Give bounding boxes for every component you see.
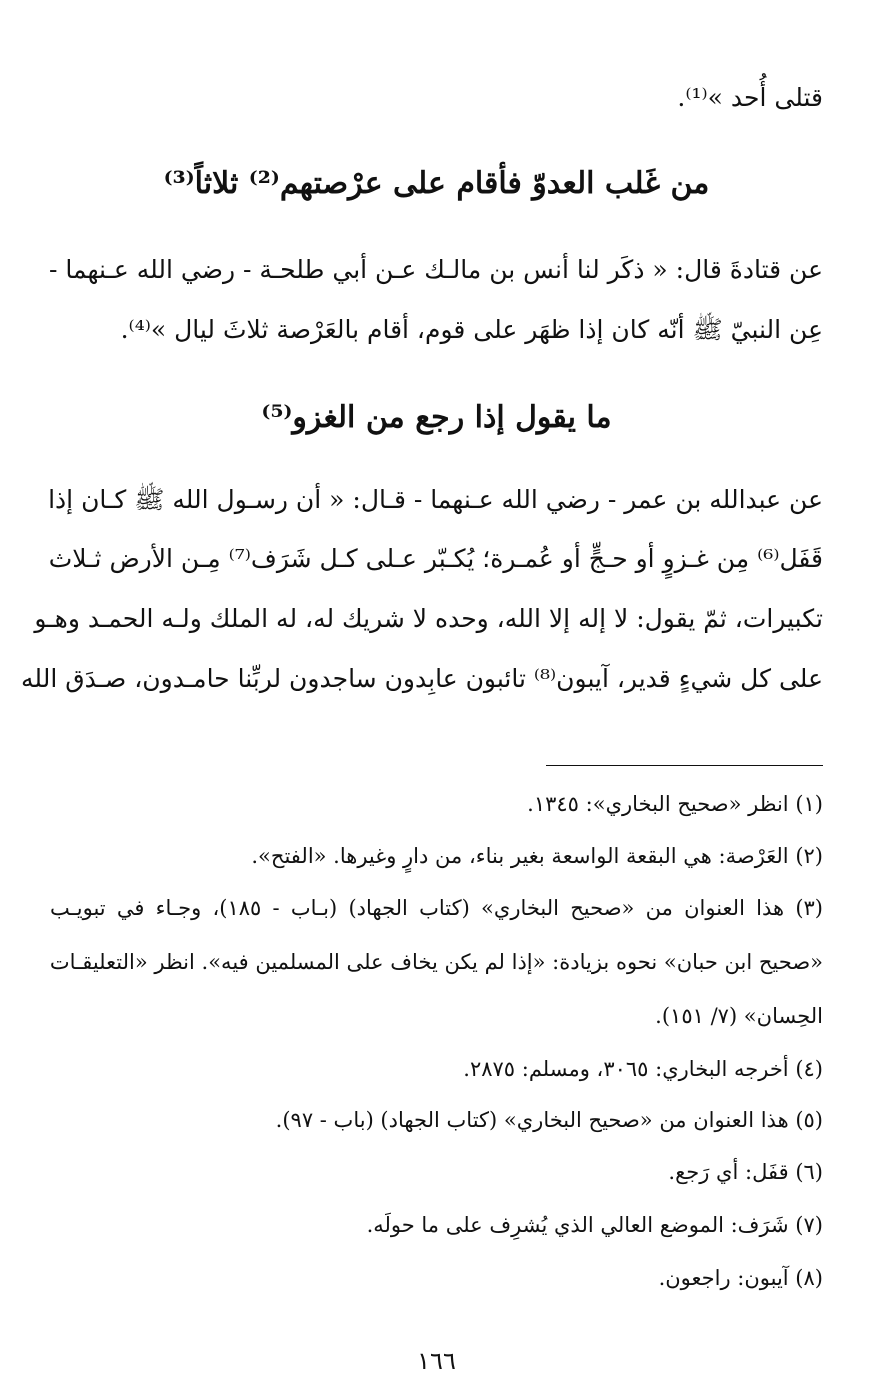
section-heading-2: ما يقول إذا رجع من الغزو⁽⁵⁾ bbox=[261, 400, 612, 435]
section-heading-1: من غَلب العدوّ فأقام على عرْصتهم⁽²⁾ ثلاثاً⁽³⁾ bbox=[163, 166, 710, 201]
footnote-separator bbox=[546, 765, 823, 766]
footnote-3-continued: «صحيح ابن حبان» نحوه بزيادة: «إذا لم يكن يخاف على المسلمين فيه». انظر «التعليقـات bbox=[49, 950, 823, 974]
footnote-7: (٧) شَرَف: الموضع العالي الذي يُشرِف على ما حولَه. bbox=[366, 1213, 823, 1237]
continuation-line: قتلى أُحد »⁽¹⁾. bbox=[677, 83, 823, 112]
footnote-1: (١) انظر «صحيح البخاري»: ١٣٤٥. bbox=[527, 792, 823, 816]
footnote-2: (٢) العَرْصة: هي البقعة الواسعة بغير بناء، من دارٍ وغيرها. «الفتح». bbox=[251, 844, 823, 868]
footnote-5: (٥) هذا العنوان من «صحيح البخاري» (كتاب الجهاد) (باب - ٩٧). bbox=[275, 1108, 823, 1132]
paragraph-line: عِن النبيّ ﷺ أنّه كان إذا ظهَر على قوم، أقام بالعَرْصة ثلاثَ ليال »⁽⁴⁾. bbox=[120, 315, 823, 344]
paragraph-line: على كل شيءٍ قدير، آيبون⁽⁸⁾ تائبون عابِدون ساجدون لربِّنا حامـدون، صـدَق الله bbox=[21, 664, 823, 693]
footnote-3: (٣) هذا العنوان من «صحيح البخاري» (كتاب الجهاد) (بـاب - ١٨٥)، وجـاء في تبويـب bbox=[50, 896, 823, 920]
paragraph-line: تكبيرات، ثمّ يقول: لا إله إلا الله، وحده لا شريك له، له الملك ولـه الحمـد وهـو bbox=[34, 604, 823, 633]
footnote-6: (٦) قفَل: أي رَجع. bbox=[668, 1160, 823, 1184]
page-number: ١٦٦ bbox=[417, 1347, 456, 1375]
paragraph-line: قَفَل⁽⁶⁾ مِن غـزوٍ أو حـجٍّ أو عُمـرة؛ يُكـبّر عـلى كـل شَرَف⁽⁷⁾ مِـن الأرض ثـلاث bbox=[48, 544, 823, 573]
paragraph-line: عن عبدالله بن عمر - رضي الله عـنهما - قـال: « أن رسـول الله ﷺ كـان إذا bbox=[48, 485, 823, 514]
footnote-3-continued: الحِسان» (٧/ ١٥١). bbox=[655, 1004, 823, 1028]
paragraph-line: عن قتادةَ قال: « ذكَر لنا أنس بن مالـك عـن أبي طلحـة - رضي الله عـنهما - bbox=[49, 255, 823, 284]
footnote-4: (٤) أخرجه البخاري: ٣٠٦٥، ومسلم: ٢٨٧٥. bbox=[463, 1057, 823, 1081]
footnote-8: (٨) آيبون: راجعون. bbox=[658, 1266, 823, 1290]
